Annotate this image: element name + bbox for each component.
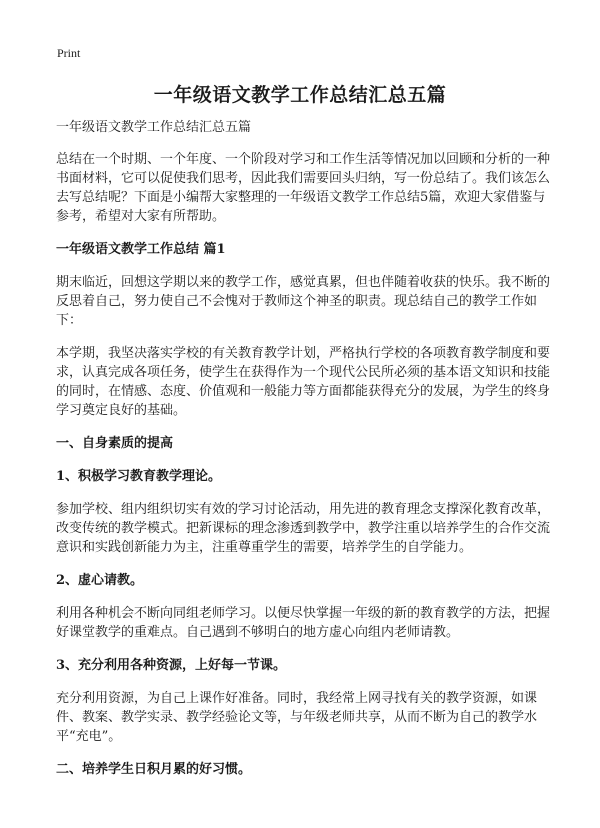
body-paragraph: 充分利用资源，为自己上课作好准备。同时，我经常上网寻找有关的教学资源，如课件、教案、教学实录、教学经验论文等，与年级老师共享，从而不断为自己的教学水平“充电”。 xyxy=(56,691,538,744)
document-subtitle: 一年级语文教学工作总结汇总五篇 xyxy=(56,120,252,135)
body-paragraph: 利用各种机会不断向同组老师学习。以便尽快掌握一年级的新的教育教学的方法，把握好课堂教学的重难点。自己遇到不够明白的地方虚心向组内老师请教。 xyxy=(56,606,551,640)
section-heading: 一、自身素质的提高 xyxy=(56,436,174,451)
document-body xyxy=(56,118,550,793)
intro-paragraph: 总结在一个时期、一个年度、一个阶段对学习和工作生活等情况加以回顾和分析的一种书面材料，它可以促使我们思考，因此我们需要回头归纳，写一份总结了。我们该怎么去写总结呢？下面是小编帮大家整理的一年级语文教学工作总结5篇，欢迎大家借鉴与参考，希望对大家有所帮助。 xyxy=(56,152,551,224)
document-title: 一年级语文教学工作总结汇总五篇 xyxy=(153,84,447,106)
section-heading: 一年级语文教学工作总结 篇1 xyxy=(56,242,226,257)
subsection-heading: 2、虚心请教。 xyxy=(56,573,144,588)
subsection-heading: 3、充分利用各种资源，上好每一节课。 xyxy=(56,658,287,673)
print-link[interactable]: Print xyxy=(57,46,81,60)
body-paragraph: 期末临近，回想这学期以来的教学工作，感觉真累，但也伴随着收获的快乐。我不断的反思着自己，努力使自己不会愧对于教师这个神圣的职责。现总结自己的教学工作如下： xyxy=(56,275,551,328)
body-paragraph: 本学期，我坚决落实学校的有关教育教学计划，严格执行学校的各项教育教学制度和要求，认真完成各项任务，使学生在获得作为一个现代公民所必须的基本语文知识和技能的同时，在情感、态度、价值观和一般能力等方面都能获得充分的发展，为学生的终身学习奠定良好的基础。 xyxy=(56,346,551,418)
body-paragraph: 参加学校、组内组织切实有效的学习讨论活动，用先进的教育理念支撑深化教育改革，改变传统的教学模式。把新课标的理念渗透到教学中，教学注重以培养学生的合作交流意识和实践创新能力为主，注重尊重学生的需要，培养学生的自学能力。 xyxy=(56,502,551,555)
section-heading: 二、培养学生日积月累的好习惯。 xyxy=(56,762,252,777)
subsection-heading: 1、积极学习教育教学理论。 xyxy=(56,469,222,484)
